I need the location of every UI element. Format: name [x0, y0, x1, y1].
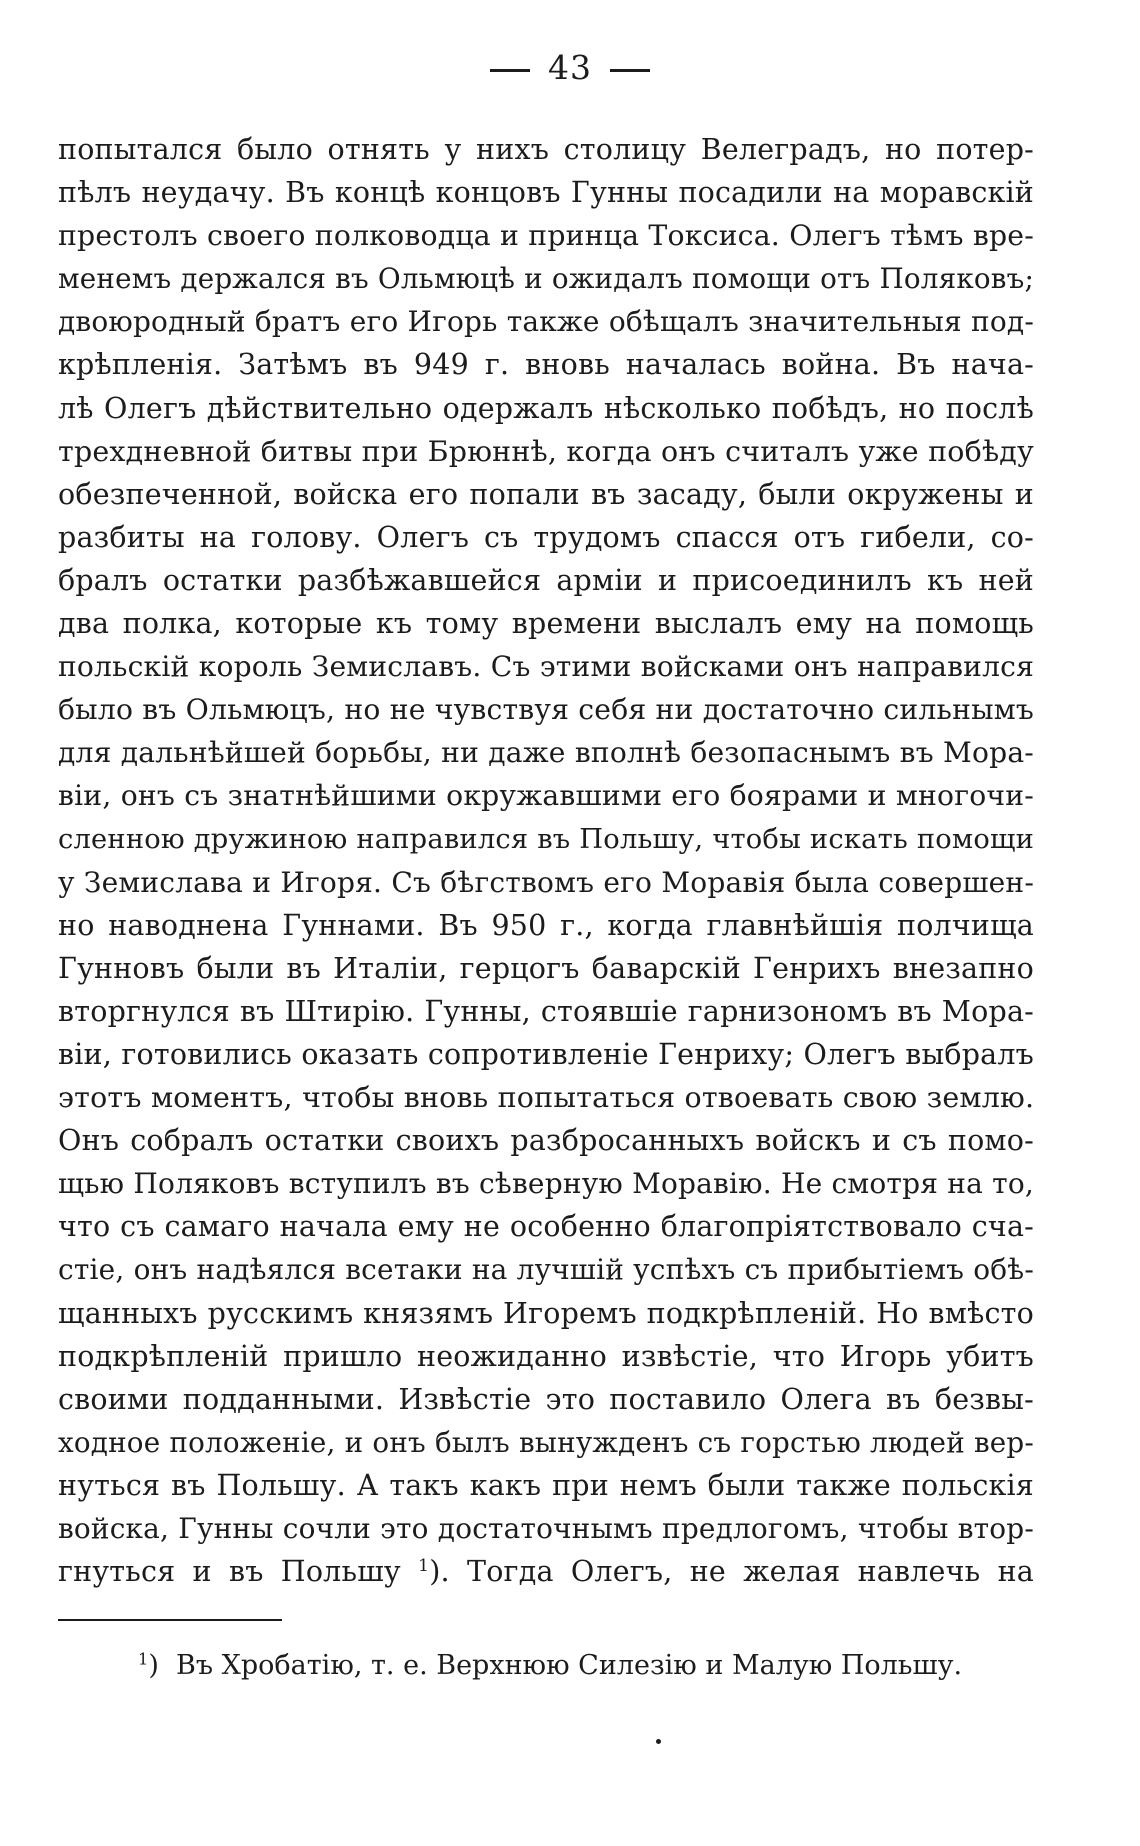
- text-line: было въ Ольмюцъ, но не чувствуя себя ни достаточно сильнымъ: [58, 693, 1035, 727]
- text-line: ходное положеніе, и онъ былъ вынужденъ съ горстью людей вер-: [58, 1425, 1034, 1459]
- text-line: два полка, которые къ тому времени выслалъ ему на помощь: [58, 607, 1034, 641]
- text-line: престолъ своего полководца и принца Токсиса. Олегъ тѣмъ вре-: [58, 219, 1034, 253]
- text-line: подкрѣпленій пришло неожиданно извѣстіе, что Игорь убитъ: [58, 1339, 1034, 1373]
- text-line: щью Поляковъ вступилъ въ сѣверную Моравію. Не смотря на то,: [58, 1167, 1034, 1201]
- text-line: Онъ собралъ остатки своихъ разбросанныхъ войскъ и съ помо-: [58, 1124, 1034, 1158]
- print-speck: [656, 1739, 661, 1744]
- text-line: віи, онъ съ знатнѣйшими окружавшими его боярами и многочи-: [58, 779, 1034, 813]
- text-line: попытался было отнять у нихъ столицу Велеградъ, но потер-: [58, 133, 1034, 166]
- text-line: Гунновъ были въ Италіи, герцогъ баварскій Генрихъ внезапно: [58, 951, 1034, 985]
- text-line: этотъ моментъ, чтобы вновь попытаться отвоевать свою землю.: [58, 1081, 1035, 1115]
- text-line: но наводнена Гуннами. Въ 950 г., когда главнѣйшія полчища: [58, 908, 1034, 942]
- text-line: лѣ Олегъ дѣйствительно одержалъ нѣсколько побѣдъ, но послѣ: [58, 391, 1034, 425]
- header-dash-right: [610, 69, 650, 72]
- page-header: [0, 42, 1140, 94]
- text-line: двоюродный братъ его Игорь также обѣщалъ значительныя под-: [58, 305, 1034, 339]
- text-line: пѣлъ неудачу. Въ концѣ концовъ Гунны посадили на моравскій: [58, 176, 1034, 210]
- text-line: трехдневной битвы при Брюннѣ, когда онъ считалъ уже побѣду: [58, 434, 1034, 468]
- text-line: своими подданными. Извѣстіе это поставило Олега въ безвы-: [58, 1382, 1034, 1416]
- text-line: у Земислава и Игоря. Съ бѣгствомъ его Моравія была совершен-: [58, 865, 1034, 899]
- footnote: [138, 1646, 962, 1686]
- text-segment: гнуться и въ Польшу: [58, 1555, 401, 1589]
- text-segment: ). Тогда Олегъ, не желая навлечь на: [429, 1555, 1034, 1589]
- text-line: менемъ держался въ Ольмюцѣ и ожидалъ помощи отъ Поляковъ;: [58, 262, 1034, 296]
- text-line: крѣпленія. Затѣмъ въ 949 г. вновь началась война. Въ нача-: [58, 348, 1034, 382]
- footnote-marker-paren: ): [148, 1650, 159, 1681]
- text-line: разбиты на голову. Олегъ съ трудомъ спасся отъ гибели, со-: [58, 520, 1034, 554]
- main-text: [58, 128, 1034, 1593]
- text-line: бралъ остатки разбѣжавшейся арміи и присоединилъ къ ней: [58, 563, 1034, 597]
- text-line-with-footnote-ref: [58, 1550, 1034, 1593]
- text-line: для дальнѣйшей борьбы, ни даже вполнѣ безопаснымъ въ Мора-: [58, 736, 1034, 770]
- footnote-separator: [58, 1619, 282, 1621]
- page-number: 43: [548, 48, 592, 87]
- text-line: віи, готовились оказать сопротивленіе Генриху; Олегъ выбралъ: [58, 1037, 1034, 1071]
- text-line: польскій король Земиславъ. Съ этими войсками онъ направился: [58, 650, 1034, 684]
- footnote-marker: 1: [138, 1649, 149, 1669]
- text-line: вторгнулся въ Штирію. Гунны, стоявшіе гарнизономъ въ Мора-: [58, 994, 1034, 1028]
- text-line: обезпеченной, войска его попали въ засаду, были окружены и: [58, 477, 1034, 511]
- text-line: что съ самаго начала ему не особенно благопріятствовало сча-: [58, 1210, 1034, 1244]
- text-line: стіе, онъ надѣялся всетаки на лучшій успѣхъ съ прибытіемъ обѣ-: [58, 1253, 1034, 1287]
- footnote-reference[interactable]: 1: [418, 1555, 430, 1576]
- text-line: нуться въ Польшу. А такъ какъ при немъ были также польскія: [58, 1468, 1034, 1502]
- footnote-text: Въ Хробатію, т. е. Верхнюю Силезію и Малую Польшу.: [176, 1650, 963, 1681]
- text-line: щанныхъ русскимъ князямъ Игоремъ подкрѣпленій. Но вмѣсто: [58, 1296, 1034, 1330]
- text-line: сленною дружиною направился въ Польшу, чтобы искать помощи: [58, 823, 1034, 855]
- header-dash-left: [490, 69, 530, 72]
- text-line: войска, Гунны сочли это достаточнымъ предлогомъ, чтобы втор-: [58, 1512, 1034, 1545]
